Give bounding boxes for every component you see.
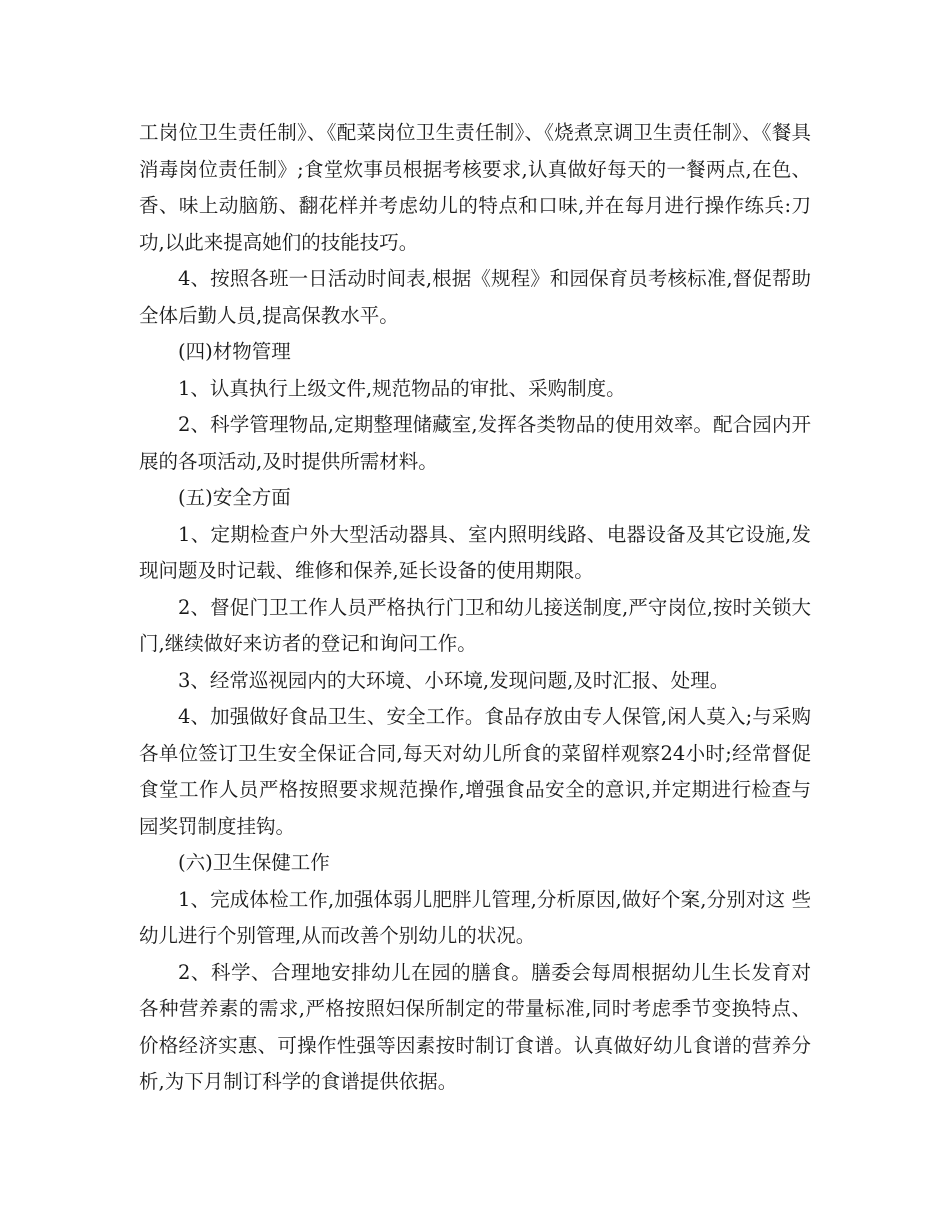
paragraph-materials-item-2: 2、科学管理物品,定期整理储藏室,发挥各类物品的使用效率。配合园内开展的各项活动,及时提供所需材料。 [139,413,811,473]
paragraph-safety-item-4: 4、加强做好食品卫生、安全工作。食品存放由专人保管,闲人莫入;与采购各单位签订卫生安全保证合同,每天对幼儿所食的菜留样观察24小时;经常督促食堂工作人员严格按照要求规范操作,增强食品安全的意识,并定期进行检查与园奖罚制度挂钩。 [139,705,811,838]
paragraph-item-4-staff-training: 4、按照各班一日活动时间表,根据《规程》和园保育员考核标准,督促帮助全体后勤人员,提高保教水平。 [139,267,811,327]
paragraph-health-item-2: 2、科学、合理地安排幼儿在园的膳食。膳委会每周根据幼儿生长发育对各种营养素的需求,严格按照妇保所制定的带量标准,同时考虑季节变换特点、价格经济实惠、可操作性强等因素按时制订食谱。认真做好幼儿食谱的营养分析,为下月制订科学的食谱提供依据。 [139,960,811,1093]
paragraph-safety-item-3: 3、经常巡视园内的大环境、小环境,发现问题,及时汇报、处理。 [178,668,730,692]
paragraph-safety-item-1: 1、定期检查户外大型活动器具、室内照明线路、电器设备及其它设施,发现问题及时记载、维修和保养,延长设备的使用期限。 [139,522,811,582]
paragraph-materials-item-1: 1、认真执行上级文件,规范物品的审批、采购制度。 [178,376,626,400]
paragraph-continuation: 工岗位卫生责任制》、《配菜岗位卫生责任制》、《烧煮烹调卫生责任制》、《餐具消毒岗位责任制》;食堂炊事员根据考核要求,认真做好每天的一餐两点,在色、香、味上动脑筋、翻花样并考虑幼儿的特点和口味,并在每月进行操作练兵:刀功,以此来提高她们的技能技巧。 [139,121,811,254]
document-body [139,115,811,1101]
paragraph-safety-item-2: 2、督促门卫工作人员严格执行门卫和幼儿接送制度,严守岗位,按时关锁大门,继续做好来访者的登记和询问工作。 [139,595,811,655]
section-heading-health: (六)卫生保健工作 [178,851,330,874]
section-heading-materials: (四)材物管理 [178,340,291,363]
paragraph-health-item-1: 1、完成体检工作,加强体弱儿肥胖儿管理,分析原因,做好个案,分别对这 些幼儿进行个别管理,从而改善个别幼儿的状况。 [139,887,811,947]
section-heading-safety: (五)安全方面 [178,486,291,509]
